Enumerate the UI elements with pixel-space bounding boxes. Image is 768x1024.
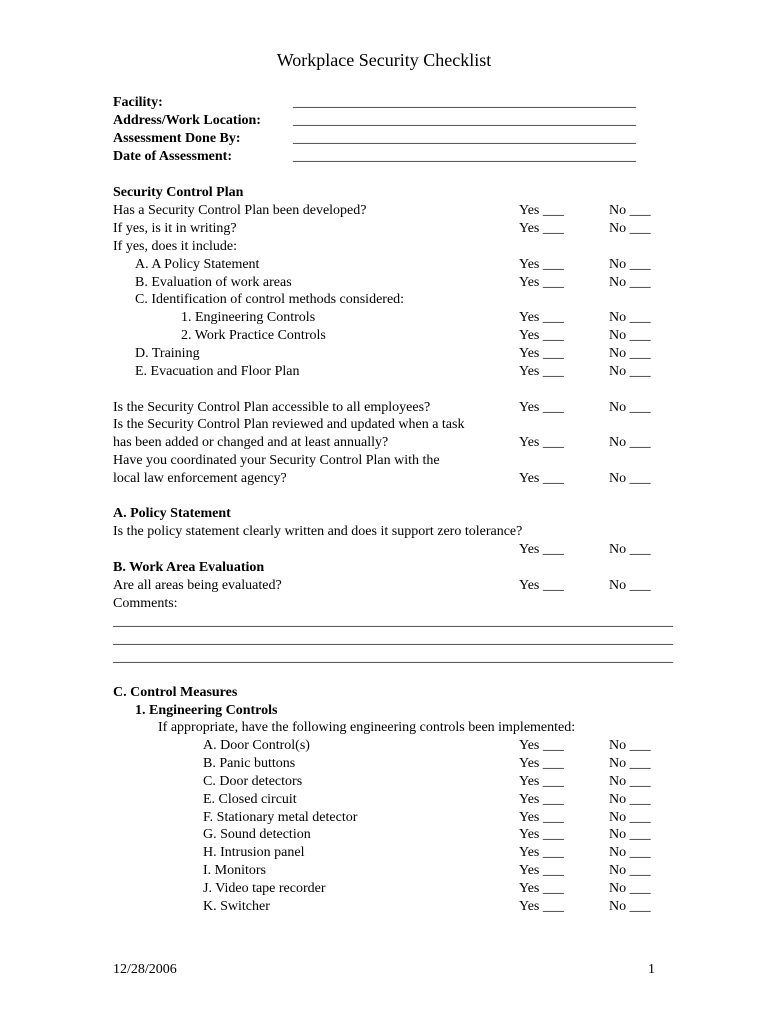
facility-blank[interactable]: _________________________________________________ — [293, 95, 636, 110]
yes-answer[interactable]: Yes ___ — [519, 881, 564, 896]
q-include: If yes, does it include: — [113, 239, 238, 254]
control-item: A. Door Control(s) — [203, 738, 310, 753]
yes-answer[interactable]: Yes ___ — [519, 364, 564, 379]
control-item: E. Closed circuit — [203, 792, 297, 807]
yes-answer[interactable]: Yes ___ — [519, 578, 564, 593]
no-answer[interactable]: No ___ — [609, 310, 651, 325]
no-answer[interactable]: No ___ — [609, 328, 651, 343]
item-training: D. Training — [135, 346, 200, 361]
address-blank[interactable]: _________________________________________________ — [293, 113, 636, 128]
comments-label: Comments: — [113, 596, 178, 611]
yes-answer[interactable]: Yes ___ — [519, 863, 564, 878]
q-accessible: Is the Security Control Plan accessible to all employees? — [113, 400, 431, 415]
q-reviewed-line2: has been added or changed and at least annually? — [113, 435, 389, 450]
q-coordinated-line1: Have you coordinated your Security Control Plan with the — [113, 453, 440, 468]
q-developed: Has a Security Control Plan been developed? — [113, 203, 367, 218]
page-title: Workplace Security Checklist — [276, 50, 492, 70]
policy-heading: A. Policy Statement — [113, 506, 231, 521]
q-areas-evaluated: Are all areas being evaluated? — [113, 578, 282, 593]
no-answer[interactable]: No ___ — [609, 400, 651, 415]
facility-label: Facility: — [113, 95, 163, 110]
no-answer[interactable]: No ___ — [609, 863, 651, 878]
item-engineering-controls: 1. Engineering Controls — [181, 310, 316, 325]
footer-page-number: 1 — [648, 962, 655, 977]
no-answer[interactable]: No ___ — [609, 346, 651, 361]
item-control-methods: C. Identification of control methods considered: — [135, 292, 405, 307]
date-label: Date of Assessment: — [113, 149, 232, 164]
comment-line[interactable]: ________________________________________________________________________________ — [113, 614, 673, 629]
no-answer[interactable]: No ___ — [609, 810, 651, 825]
yes-answer[interactable]: Yes ___ — [519, 221, 564, 236]
yes-answer[interactable]: Yes ___ — [519, 203, 564, 218]
no-answer[interactable]: No ___ — [609, 471, 651, 486]
no-answer[interactable]: No ___ — [609, 364, 651, 379]
yes-answer[interactable]: Yes ___ — [519, 310, 564, 325]
yes-answer[interactable]: Yes ___ — [519, 346, 564, 361]
control-item: G. Sound detection — [203, 827, 311, 842]
no-answer[interactable]: No ___ — [609, 542, 651, 557]
no-answer[interactable]: No ___ — [609, 774, 651, 789]
control-item: F. Stationary metal detector — [203, 810, 358, 825]
no-answer[interactable]: No ___ — [609, 881, 651, 896]
no-answer[interactable]: No ___ — [609, 203, 651, 218]
yes-answer[interactable]: Yes ___ — [519, 400, 564, 415]
yes-answer[interactable]: Yes ___ — [519, 542, 564, 557]
control-item: J. Video tape recorder — [203, 881, 326, 896]
no-answer[interactable]: No ___ — [609, 275, 651, 290]
comment-line[interactable]: ________________________________________________________________________________ — [113, 650, 673, 665]
no-answer[interactable]: No ___ — [609, 435, 651, 450]
yes-answer[interactable]: Yes ___ — [519, 792, 564, 807]
control-heading: C. Control Measures — [113, 685, 238, 700]
yes-answer[interactable]: Yes ___ — [519, 275, 564, 290]
date-blank[interactable]: _________________________________________________ — [293, 149, 636, 164]
no-answer[interactable]: No ___ — [609, 845, 651, 860]
footer-date: 12/28/2006 — [113, 962, 177, 977]
control-item: K. Switcher — [203, 899, 270, 914]
engineering-intro: If appropriate, have the following engineering controls been implemented: — [158, 720, 576, 735]
item-work-practice: 2. Work Practice Controls — [181, 328, 326, 343]
no-answer[interactable]: No ___ — [609, 257, 651, 272]
yes-answer[interactable]: Yes ___ — [519, 810, 564, 825]
yes-answer[interactable]: Yes ___ — [519, 257, 564, 272]
yes-answer[interactable]: Yes ___ — [519, 328, 564, 343]
no-answer[interactable]: No ___ — [609, 738, 651, 753]
yes-answer[interactable]: Yes ___ — [519, 827, 564, 842]
no-answer[interactable]: No ___ — [609, 221, 651, 236]
no-answer[interactable]: No ___ — [609, 792, 651, 807]
no-answer[interactable]: No ___ — [609, 899, 651, 914]
item-evacuation: E. Evacuation and Floor Plan — [135, 364, 300, 379]
control-item: B. Panic buttons — [203, 756, 296, 771]
yes-answer[interactable]: Yes ___ — [519, 845, 564, 860]
item-policy-statement: A. A Policy Statement — [135, 257, 260, 272]
q-policy: Is the policy statement clearly written and does it support zero tolerance? — [113, 524, 523, 539]
yes-answer[interactable]: Yes ___ — [519, 899, 564, 914]
item-evaluation: B. Evaluation of work areas — [135, 275, 292, 290]
no-answer[interactable]: No ___ — [609, 756, 651, 771]
work-area-heading: B. Work Area Evaluation — [113, 560, 265, 575]
yes-answer[interactable]: Yes ___ — [519, 435, 564, 450]
engineering-subheading: 1. Engineering Controls — [135, 703, 278, 718]
no-answer[interactable]: No ___ — [609, 578, 651, 593]
comment-line[interactable]: ________________________________________________________________________________ — [113, 632, 673, 647]
yes-answer[interactable]: Yes ___ — [519, 774, 564, 789]
address-label: Address/Work Location: — [113, 113, 261, 128]
yes-answer[interactable]: Yes ___ — [519, 471, 564, 486]
yes-answer[interactable]: Yes ___ — [519, 738, 564, 753]
control-item: C. Door detectors — [203, 774, 303, 789]
assessor-blank[interactable]: _________________________________________________ — [293, 131, 636, 146]
q-reviewed-line1: Is the Security Control Plan reviewed and updated when a task — [113, 417, 465, 432]
control-item: H. Intrusion panel — [203, 845, 305, 860]
yes-answer[interactable]: Yes ___ — [519, 756, 564, 771]
control-item: I. Monitors — [203, 863, 266, 878]
scp-heading: Security Control Plan — [113, 185, 244, 200]
assessor-label: Assessment Done By: — [113, 131, 241, 146]
q-writing: If yes, is it in writing? — [113, 221, 237, 236]
no-answer[interactable]: No ___ — [609, 827, 651, 842]
q-coordinated-line2: local law enforcement agency? — [113, 471, 287, 486]
